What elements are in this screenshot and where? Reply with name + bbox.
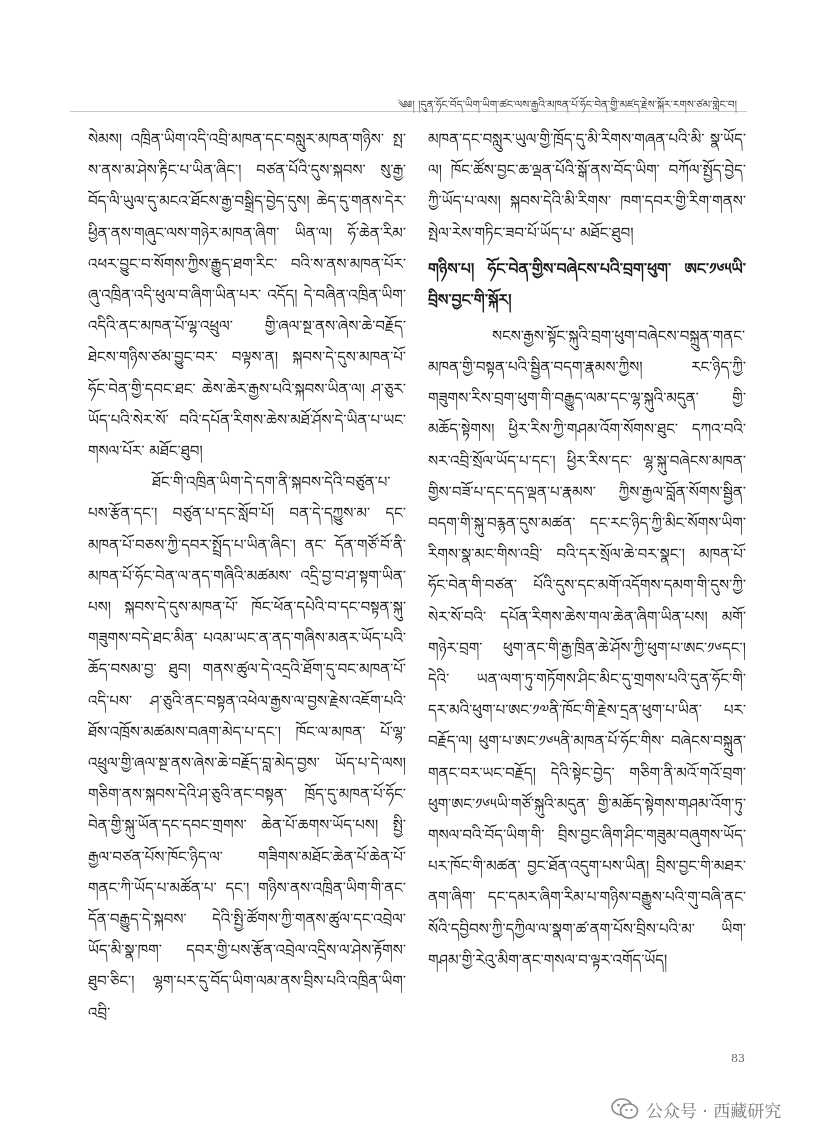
page-number: 83 bbox=[731, 1052, 745, 1065]
watermark-text: 公众号 · 西藏研究 bbox=[646, 1101, 782, 1122]
wechat-icon bbox=[611, 1098, 639, 1120]
running-head: ༄༅། །དུན་ཧོང་བོད་ཡིག་ཡིག་ཚང་ལས་རྒྱའི་མཁན་པོ་ཧོང་བེན་གྱི་མཛད་རྗེས་སྐོར་རགས་ཙམ་གླེང་བ། bbox=[397, 99, 737, 111]
left-paragraph-2: ཐོང་གི་འཁྲིན་ཡིག་དེ་དག་ནི་སྐབས་དེའི་བཙུན་པ་ པས་རྩོན་དང་། བཙུན་པ་དང་སློབ་པོ། བན་དེ་དཀྱུས་མ་ དང་མཁན་པོ་བཅས་ཀྱི་དབར་སྤྲོད་པ་ཡིན་ཞིང་། ནང་ དོན་གཙོ་བོ་ནི་མཁན་པོ་ཧོང་བེན་ལ་ནད་གཞིའི་མཚམས་ འདྲི་བྱ་བ་ཤ་སྟག་ཡིན་པས། སྐབས་དེ་དུས་མཁན་པོ་ ཁོང་ཕོན་དཔེའི་བ་དང་བསྟན་སྐུ་གཟུགས་བདེ་ཐང་མིན་ པའམ་ཡང་ན་ནད་གཞིས་མནར་ཡོད་པའི་ཆོད་བསམ་བྱ་ ཐུབ། གནས་ཚུལ་དེ་འདྲའི་ཐོག་དུ་བང་མཁན་པོ་འདི་པས་ ཤ་ཅུའི་ནང་བསྟན་འཕེལ་རྒྱས་ལ་བྱས་རྗེས་འཇོག་པའི་ ཐོས་འཁྲོས་མཚམས་བཞག་མེད་པ་དང་། ཁོང་ལ་མཁན་ པོ་ལྷ་འཕྲུལ་གྱི་ཞལ་སྔ་ནས་ཞེས་ཆེ་བརྗོད་བླ་མེད་བྱས་ ཡོད་པ་དེ་ལས། གཅིག་ནས་སྐབས་དེའི་ཤ་ཅུའི་ནང་བསྟན་ ཁྲོད་དུ་མཁན་པོ་ཧོང་བེན་གྱི་སྐུ་ཡོན་དང་དབང་གྲགས་ ཆེན་པོ་ཆགས་ཡོད་པས། སྤྱི་རྒྱལ་བཙན་པོས་ཁོང་ཉིད་ལ་ གཟིགས་མཐོང་ཆེན་པོ་ཆེན་པོ་གནང་ཀི་ཡོད་པ་མཚོན་པ་ དང་། གཉིས་ནས་འཁྲིན་ཡིག་གི་ནང་དོན་བརྒྱུད་དེ་སྐབས་ དེའི་སྤྱི་ཚོགས་ཀྱི་གནས་ཚུལ་དང་འབྲེལ་ཡོད་མི་སྣ་ཁག་ དབར་གྱི་པས་རྩོན་འབྲེལ་འདྲིས་ལ་ཤེས་རྟོགས་ཐུབ་ཅིང་། ལྷག་པར་དུ་བོད་ཡིག་ལམ་ནས་བྲིས་པའི་འཁྲིན་ཡིག་འབྲི་ bbox=[88, 473, 406, 1022]
page-header bbox=[70, 86, 747, 112]
right-paragraph-2: སངས་རྒྱས་སྟོང་སྐུའི་བྲག་ཕུག་བཞེངས་བསྐྲུན་གནང་ མཁན་གྱི་བསྟན་པའི་སྦྱིན་བདག་རྣམས་ཀྱིས། རང་ཉིད་ཀྱི་ གཟུགས་རིས་བྲག་ཕུག་གི་བརྒྱུད་ལམ་དང་ལྷ་སྐུའི་མདུན་ གྱི་མཆོད་སྟེགས། ཕྱིར་རིས་ཀྱི་གཤམ་འོག་སོགས་ཐུང་ དཀའ་བའི་སར་འབྲི་སྲོལ་ཡོད་པ་དང་། ཕྱིར་རིས་དང་ ལྷ་སྐུ་བཞེངས་མཁན་གྱིས་བཟོ་པ་དང་དད་ལྡན་པ་རྣམས་ ཀྱིས་རྒྱལ་བློན་སོགས་སྦྱིན་བདག་གི་སྐུ་བརྙན་དུས་མཚན་ དང་རང་ཉིད་ཀྱི་མིང་སོགས་ཡིག་རིགས་སྣ་མང་གིས་འབྲི་ བའི་དར་སྲོལ་ཆེ་བར་སྣང་། མཁན་པོ་ཧོང་བེན་གི་བཙན་ པོའི་དུས་དང་མགོ་འདོགས་དམག་གི་དུས་ཀྱི་སེར་སོ་བའི་ དཔོན་རིགས་ཆེས་གལ་ཆེན་ཞིག་ཡིན་པས། མགོ་གཉེར་བྲག་ ཕུག་ནང་གི་རྒྱ་ཁྲིན་ཆེ་ཤོས་ཀྱི་ཕུག་པ་ཨང་༡༦དང་། དེའི་ ཡན་ལག་ཏུ་གཏོགས་ཤིང་མིང་དུ་གྲགས་པའི་དུན་ཧོང་གི་ དར་མའི་ཕུག་པ་ཨང་༡༧ནི་ཁོང་གི་རྗེས་དྲན་ཕུག་པ་ཡིན་ པར་བརྗོད་ལ། ཕུག་པ་ཨང་༡༦༥ནི་མཁན་པོ་ཧོང་གིས་ བཞེངས་བསྐྲུན་གནང་བར་ཡང་བརྗོད། དེའི་སྟེང་བྱེད་ གཅིག་ནི་མའོ་གའོ་བྲག་ཕུག་ཨང་༡༦༥ཡི་གཙོ་སྐུའི་མདུན་ གྱི་མཆོད་སྟེགས་གཤམ་འོག་ཏུ་གསལ་བའི་བོད་ཡིག་གི་ བྲིས་བྱང་ཞིག་ཤིང་གཟུམ་བཞུགས་ཡོད་པར་ཁོང་གི་མཚན་ བྱང་ཐོན་འདུག་པས་ཡིན། བྲིས་བྱང་གི་མཐར་ནག་ཞིག་ དང་དམར་ཞིག་རིམ་པ་གཉིས་བརྒྱུས་པའི་གུ་བཞི་ནང་ སོའི་དབྱིབས་ཀྱི་དཀྱིལ་ལ་སྣག་ཚ་ནག་པོས་བྲིས་པའི་མ་ ཡིག་གཤམ་གྱི་རེའུ་མིག་ནང་གསལ་བ་ལྟར་འགོད་ཡོད། bbox=[428, 326, 746, 969]
section-heading: གཉིས་པ། ཧོང་བེན་གྱིས་བཞེངས་པའི་བྲག་ཕུག་ ཨང་༡༦༥ཡི་བྲིས་བྱང་གི་སྐོར། bbox=[428, 258, 746, 309]
left-paragraph-1: སེམས། འཁྲིན་ཡིག་འདི་འབྲི་མཁན་དང་བསླུར་མཁན་གཉིས་ སྤ་ས་ནས་མ་ཤེས་རྟིང་པ་ཡིན་ཞིང་། བཙན་པོའི་དུས་སྐབས་ སུ་རྒྱ་བོད་ལི་ཡུལ་དུ་མངའ་ཐོངས་རྒྱ་བསྒྲིད་བྱེད་དུས། ཆེད་དུ་གནས་དེར་ཕྱིན་ནས་གཞུང་ལས་གཉེར་མཁན་ཞིག་ ཡིན་ལ། ཧོ་ཆེན་རིམ་འཕར་བྱུང་བ་སོགས་ཀྱིས་རྒྱུད་ཐག་རིང་ བའི་ས་ནས་མཁན་པོར་ཞུ་འཁྲིན་འདི་ཕུལ་བ་ཞིག་ཡིན་པར་ འདོད། དེ་བཞིན་འཁྲིན་ཡིག་འདིའི་ནང་མཁན་པོ་ལྷ་འཕྲུལ་ གྱི་ཞལ་སྔ་ནས་ཞེས་ཆེ་བརྗོད་ཐེངས་གཉིས་ཙམ་བྱུང་བར་ བལྟས་ན། སྐབས་དེ་དུས་མཁན་པོ་ཧོང་བེན་གྱི་དབང་ཐང་ ཆེས་ཆེར་རྒྱས་པའི་སྐབས་ཡིན་ལ། ཤ་ཅུར་ཡོད་པའི་སེར་སོ་ བའི་དཔོན་རིགས་ཆེས་མཐོ་ཤོས་དེ་ཡིན་པ་ཡང་གསལ་པོར་ མཐོང་ཐུབ། bbox=[88, 130, 406, 461]
watermark bbox=[611, 1094, 781, 1124]
right-paragraph-1: མཁན་དང་བསླུར་ཡུལ་གྱི་ཁྲོད་དུ་མི་རིགས་གཞན་པའི་མི་ སྣ་ཡོད་ལ། ཁོང་ཚོས་བྱང་ཆ་ལྡན་པོའི་སྒོ་ནས་བོད་ཡིག་ བཀོལ་སྤྱོད་བྱེད་ཀྱི་ཡོད་པ་ལས། སྐབས་དེའི་མི་རིགས་ ཁག་དབར་གྱི་རིག་གནས་སྤེལ་རེས་གཏིང་ཟབ་པོ་ཡོད་པ་ མཐོང་ཐུབ། bbox=[428, 130, 746, 242]
left-column bbox=[88, 124, 406, 1066]
right-column bbox=[428, 124, 746, 1066]
